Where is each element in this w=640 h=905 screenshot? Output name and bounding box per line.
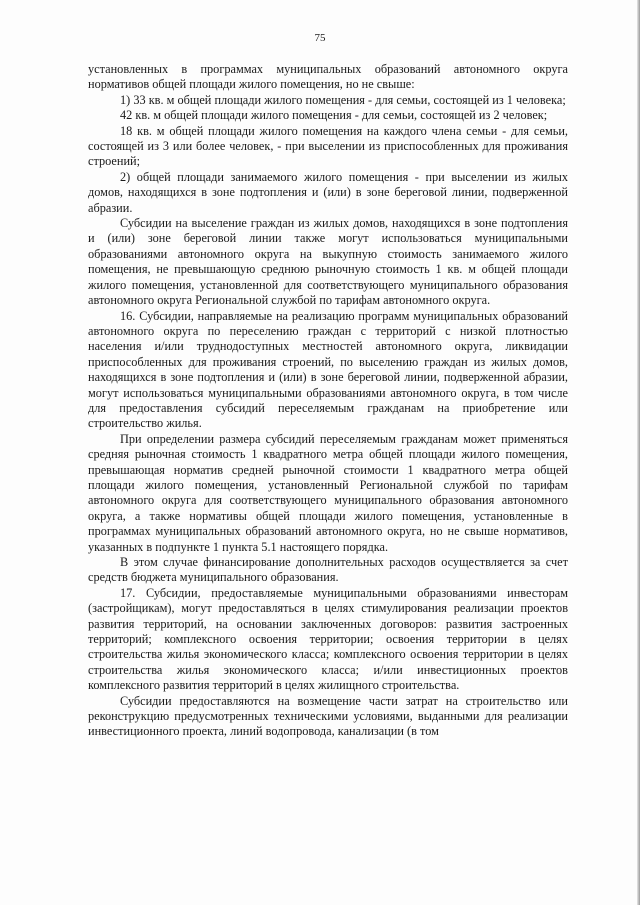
- paragraph-reimbursement: Субсидии предоставляются на возмещение части затрат на строительство или реконструкцию предусмотренных техническими условиями, выданными для реализации инвестиционного проекта, линий водопровода, канализации (в том: [88, 693, 568, 739]
- paragraph-18-sqm: 18 кв. м общей площади жилого помещения на каждого члена семьи - для семьи, состоящей из 3 или более человек, - при выселении из приспособленных для проживания строений;: [88, 123, 568, 169]
- paragraph-financing: В этом случае финансирование дополнительных расходов осуществляется за счет средств бюджета муниципального образования.: [88, 555, 568, 585]
- paragraph-subsidies-relocation: Субсидии на выселение граждан из жилых домов, находящихся в зоне подтопления и (или) зоне береговой линии также могут использоваться муниципальными образованиями автономного округа на выкупную стоимость занимаемого жилого помещения, не превышающую среднюю рыночную стоимость 1 кв. м общей площади жилого помещения, установленной для соответствующего муниципального образования автономного округа Региональной службой по тарифам автономного округа.: [88, 216, 568, 308]
- paragraph-item-1: 1) 33 кв. м общей площади жилого помещения - для семьи, состоящей из 1 человека;: [120, 92, 566, 107]
- paragraph-clause-16: 16. Субсидии, направляемые на реализацию программ муниципальных образований автономного округа по переселению граждан с территорий с низкой плотностью населения и/или труднодоступных местностей автономного округа, ликвидации приспособленных для проживания строений, по выселению граждан из жилых домов, находящихся в зоне подтопления и (или) в зоне береговой линии, подверженной абразии, могут использоваться муниципальными образованиями автономного округа, в том числе для предоставления субсидий переселяемым гражданам на приобретение или строительство жилья.: [88, 308, 568, 431]
- paragraph-item-2: 2) общей площади занимаемого жилого помещения - при выселении из жилых домов, находящихся в зоне подтопления и (или) в зоне береговой линии, подверженной абразии.: [88, 169, 568, 215]
- page-number: 75: [314, 32, 326, 44]
- paragraph-subsidy-size: При определении размера субсидий переселяемым гражданам может применяться средняя рыночная стоимость 1 квадратного метра общей площади жилого помещения, превышающая норматив средней рыночной стоимости 1 квадратного метра общей площади жилого помещения, установленный Региональной службой по тарифам автономного округа для соответствующего муниципального образования автономного округа, а также нормативы общей площади жилого помещения, установленные в программах муниципальных образований автономного округа, но не свыше нормативов, указанных в подпункте 1 пункта 5.1 настоящего порядка.: [88, 431, 568, 554]
- paragraph-continuation: установленных в программах муниципальных образований автономного округа нормативов общей площади жилого помещения, но не свыше:: [88, 62, 568, 92]
- paragraph-42-sqm: 42 кв. м общей площади жилого помещения - для семьи, состоящей из 2 человек;: [120, 108, 548, 123]
- paragraph-clause-17: 17. Субсидии, предоставляемые муниципальными образованиями инвесторам (застройщикам), могут предоставляться в целях стимулирования реализации проектов развития территорий, на основании заключенных договоров: развития застроенных территорий; комплексного освоения территории; освоения территории в целях строительства жилья экономического класса; комплексного освоения территории в целях строительства жилья экономического класса; и/или инвестиционных проектов комплексного развития территорий в целях жилищного строительства.: [88, 585, 568, 693]
- document-body: [88, 62, 568, 740]
